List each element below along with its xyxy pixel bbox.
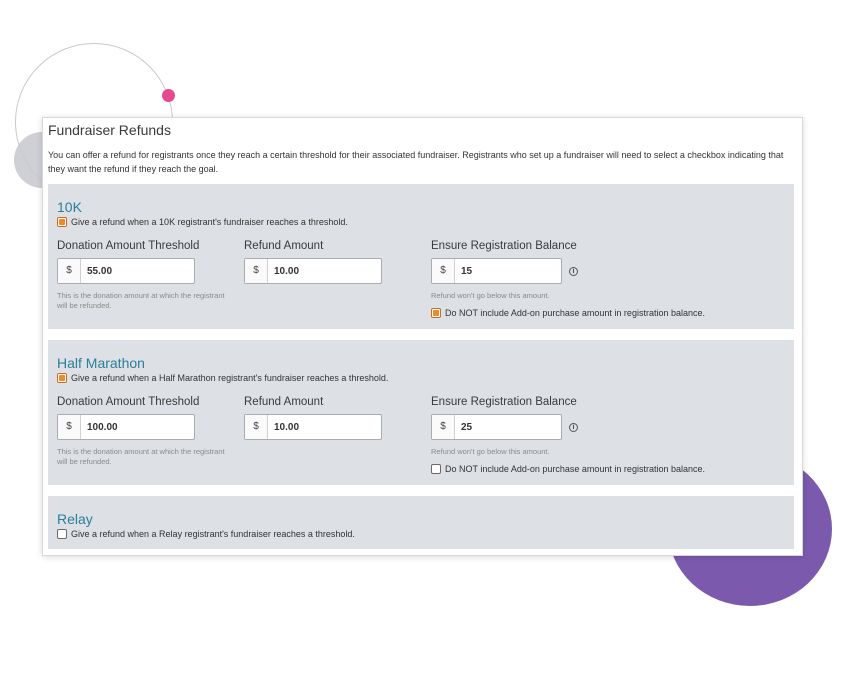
section-title: Half Marathon <box>57 355 145 371</box>
registration-balance-input[interactable] <box>431 258 562 284</box>
section-half-marathon <box>48 340 794 485</box>
section-relay <box>48 496 794 549</box>
section-title: Relay <box>57 511 93 527</box>
refund-checkbox-row[interactable] <box>57 216 348 228</box>
currency-symbol: $ <box>58 415 81 439</box>
currency-symbol: $ <box>58 259 81 283</box>
currency-symbol: $ <box>432 259 455 283</box>
currency-symbol: $ <box>245 415 268 439</box>
registration-balance-value: 15 <box>461 265 473 277</box>
registration-balance-label: Ensure Registration Balance <box>431 240 577 252</box>
refund-amount-label: Refund Amount <box>244 240 324 252</box>
registration-balance-value: 25 <box>461 421 473 433</box>
donation-threshold-value: 100.00 <box>87 421 118 433</box>
donation-threshold-help: This is the donation amount at which the registrant will be refunded. <box>57 291 225 310</box>
registration-balance-input[interactable] <box>431 414 562 440</box>
info-icon[interactable]: i <box>569 267 578 276</box>
registration-balance-label: Ensure Registration Balance <box>431 396 577 408</box>
currency-symbol: $ <box>245 259 268 283</box>
decorative-pink-dot <box>162 89 175 102</box>
section-10k <box>48 184 794 329</box>
addon-checkbox-row[interactable] <box>431 307 705 319</box>
currency-symbol: $ <box>432 415 455 439</box>
registration-balance-help: Refund won't go below this amount. <box>431 291 550 300</box>
refund-checkbox-row[interactable] <box>57 528 355 540</box>
refund-amount-value: 10.00 <box>274 265 300 277</box>
donation-threshold-value: 55.00 <box>87 265 113 277</box>
refund-checkbox[interactable] <box>57 529 67 539</box>
donation-threshold-label: Donation Amount Threshold <box>57 396 200 408</box>
refund-checkbox-label: Give a refund when a 10K registrant's fundraiser reaches a threshold. <box>71 217 348 227</box>
addon-checkbox[interactable] <box>431 464 441 474</box>
donation-threshold-input[interactable] <box>57 414 195 440</box>
refund-amount-input[interactable] <box>244 414 382 440</box>
donation-threshold-help: This is the donation amount at which the registrant will be refunded. <box>57 447 225 466</box>
refund-amount-value: 10.00 <box>274 421 300 433</box>
addon-checkbox-label: Do NOT include Add-on purchase amount in registration balance. <box>445 464 705 474</box>
panel-description: You can offer a refund for registrants once they reach a certain threshold for their associated fundraiser. Registrants who set up a fundraiser will need to select a checkbox indicating that they want the refund if they reach the goal. <box>48 150 784 174</box>
donation-threshold-input[interactable] <box>57 258 195 284</box>
addon-checkbox-row[interactable] <box>431 463 705 475</box>
refund-amount-input[interactable] <box>244 258 382 284</box>
refund-checkbox-label: Give a refund when a Relay registrant's fundraiser reaches a threshold. <box>71 529 355 539</box>
refund-checkbox-row[interactable] <box>57 372 388 384</box>
section-title: 10K <box>57 199 82 215</box>
addon-checkbox[interactable] <box>431 308 441 318</box>
info-icon[interactable]: i <box>569 423 578 432</box>
addon-checkbox-label: Do NOT include Add-on purchase amount in registration balance. <box>445 308 705 318</box>
refund-checkbox-label: Give a refund when a Half Marathon registrant's fundraiser reaches a threshold. <box>71 373 389 383</box>
refund-amount-label: Refund Amount <box>244 396 324 408</box>
refund-checkbox[interactable] <box>57 217 67 227</box>
refund-checkbox[interactable] <box>57 373 67 383</box>
registration-balance-help: Refund won't go below this amount. <box>431 447 550 456</box>
donation-threshold-label: Donation Amount Threshold <box>57 240 200 252</box>
panel-title: Fundraiser Refunds <box>48 122 171 138</box>
fundraiser-refunds-panel <box>42 117 803 556</box>
